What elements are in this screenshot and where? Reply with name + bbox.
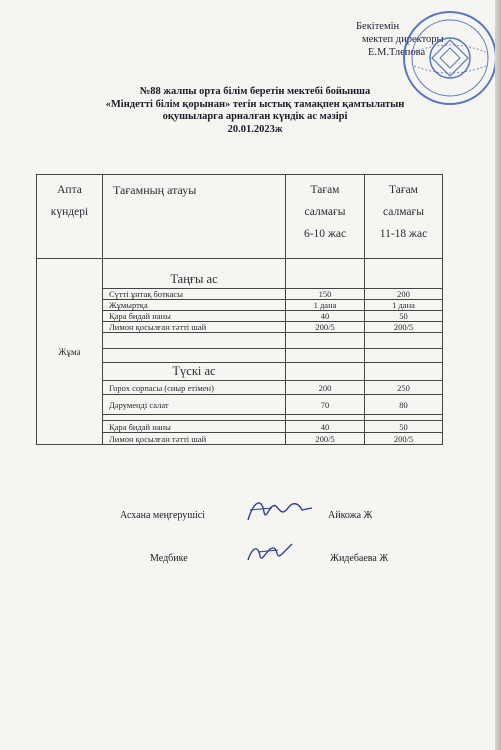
approval-position: мектеп директоры [362, 34, 444, 45]
dish-name: Қара бидай наны [103, 311, 286, 322]
page-edge-shadow [495, 0, 501, 750]
header-weekdays-line2: күндері [50, 206, 89, 218]
weight-senior: 200/5 [365, 433, 443, 445]
document-date: 20.01.2023ж [227, 123, 283, 135]
weight-senior: 50 [365, 311, 443, 322]
dish-name: Сүтті ұнтақ боткасы [103, 289, 286, 300]
header-weight-senior [365, 175, 443, 259]
header-weight-junior [286, 175, 365, 259]
nurse-signature [244, 538, 296, 568]
weight-senior: 50 [365, 421, 443, 433]
weekday-cell: Жұма [37, 259, 103, 445]
nurse-name: Жидебаева Ж [330, 553, 389, 564]
header-weekdays [37, 175, 103, 259]
weight-senior: 250 [365, 381, 443, 395]
title-line-2: «Міндетті білім қорынан» тегін ыстық тамақпен қамтылатын [105, 98, 405, 110]
header-junior-line2: салмағы [304, 206, 346, 218]
dish-name: Дәруменді салат [103, 395, 286, 415]
empty-cell [103, 349, 286, 363]
empty-cell [286, 349, 365, 363]
header-weekdays-line1: Апта [57, 184, 82, 196]
empty-cell [365, 259, 443, 289]
empty-cell [365, 333, 443, 349]
empty-cell [365, 363, 443, 381]
weight-junior: 150 [286, 289, 365, 300]
breakfast-title: Таңғы ас [103, 259, 286, 289]
empty-cell [286, 363, 365, 381]
empty-cell [286, 333, 365, 349]
breakfast-section-row [37, 259, 443, 289]
nurse-role: Медбике [150, 553, 188, 564]
empty-cell [103, 333, 286, 349]
header-junior-line1: Тағам [310, 184, 340, 196]
menu-table [36, 174, 443, 445]
weight-senior: 200/5 [365, 322, 443, 333]
header-senior-line1: Тағам [389, 184, 418, 196]
header-senior-line2: салмағы [383, 206, 424, 218]
weight-junior: 70 [286, 395, 365, 415]
table-header-row [37, 175, 443, 259]
weight-senior: 1 дана [365, 300, 443, 311]
title-line-3: оқушыларга арналған күндік ас мәзірі [162, 111, 348, 122]
weight-junior: 40 [286, 421, 365, 433]
dish-name: Жұмыртқа [103, 300, 286, 311]
dish-name: Лимон қосылған тәтті шай [103, 322, 286, 333]
dish-name: Қара бидай наны [103, 421, 286, 433]
document-title [90, 86, 420, 136]
empty-cell [286, 259, 365, 289]
cook-signature [244, 494, 316, 526]
dish-name: Горох сорпасы (сиыр етімен) [103, 381, 286, 395]
header-junior-line3: 6-10 жас [303, 228, 347, 240]
header-senior-line3: 11-18 жас [379, 228, 428, 240]
approval-name: Е.М.Тлепова [368, 47, 426, 58]
dish-name: Лимон қосылған тәтті шай [103, 433, 286, 445]
weight-junior: 200/5 [286, 433, 365, 445]
weight-junior: 200 [286, 381, 365, 395]
weight-junior: 40 [286, 311, 365, 322]
cook-role: Асхана меңгерушісі [120, 510, 205, 521]
approval-title: Бекітемін [356, 21, 400, 32]
lunch-title: Түскі ас [103, 363, 286, 381]
header-dish-name: Тағамның атауы [103, 175, 286, 259]
weight-senior: 80 [365, 395, 443, 415]
weight-senior: 200 [365, 289, 443, 300]
weight-junior: 200/5 [286, 322, 365, 333]
weight-junior: 1 дана [286, 300, 365, 311]
empty-cell [365, 349, 443, 363]
cook-name: Айкожа Ж [328, 510, 373, 521]
title-line-1: №88 жалпы орта білім беретін мектебі бойынша [139, 86, 371, 97]
